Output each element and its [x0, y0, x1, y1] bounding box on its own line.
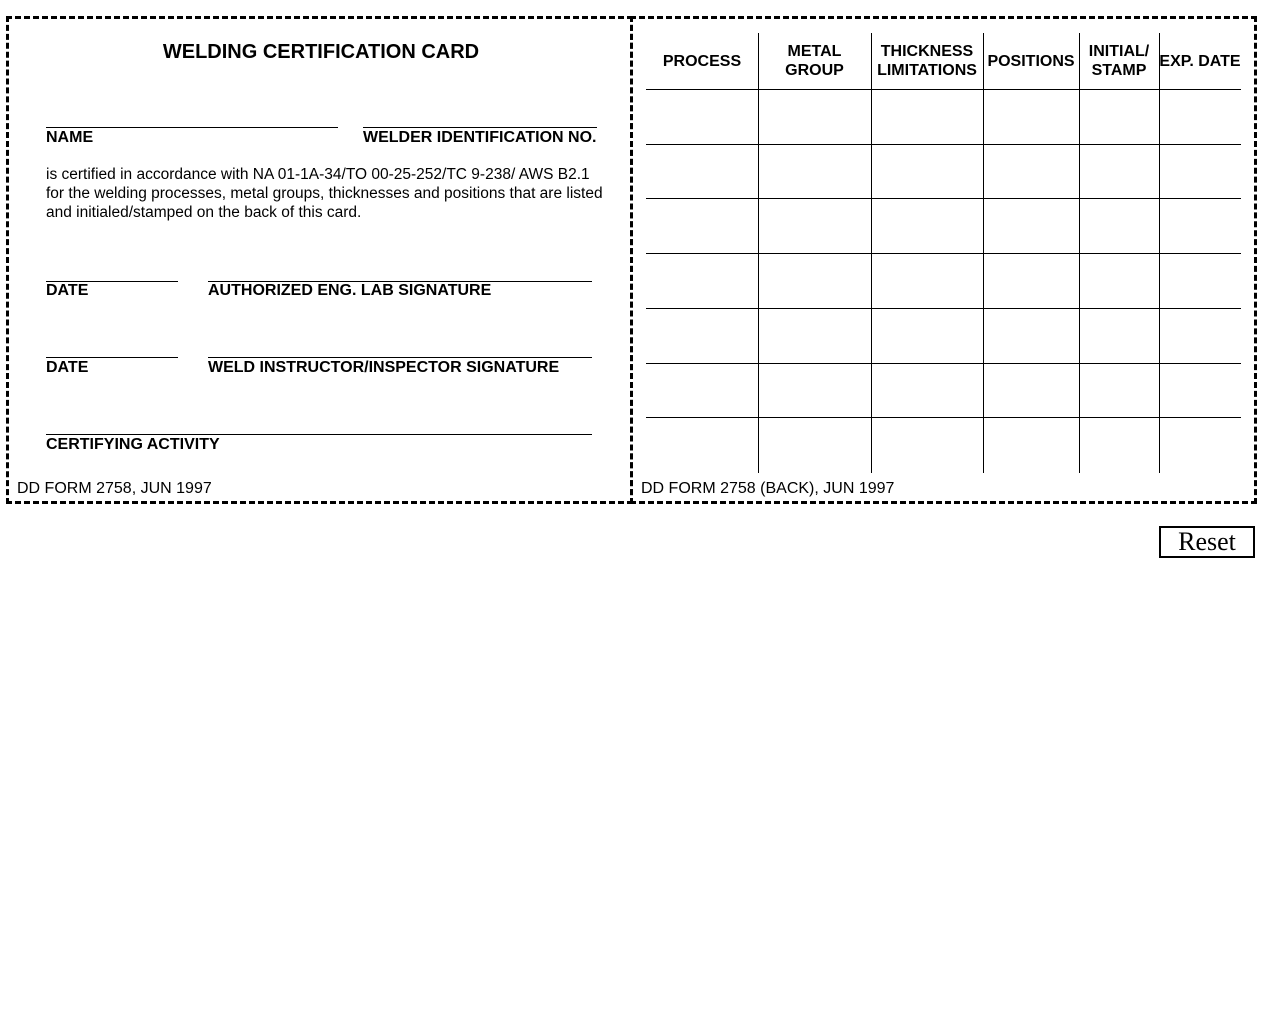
front-footer: DD FORM 2758, JUN 1997: [17, 480, 212, 497]
certifying-activity-label: CERTIFYING ACTIVITY: [46, 436, 220, 453]
eng-lab-signature-field[interactable]: [208, 259, 596, 281]
instructor-signature-line: [208, 357, 592, 358]
row-divider: [646, 308, 1241, 309]
row-divider: [646, 144, 1241, 145]
table-cell[interactable]: [1162, 311, 1242, 362]
table-cell[interactable]: [1082, 201, 1160, 252]
col-header-positions: POSITIONS: [987, 52, 1075, 70]
date-field-1[interactable]: [46, 259, 182, 281]
table-cell[interactable]: [986, 420, 1080, 471]
table-cell[interactable]: [1162, 92, 1242, 143]
table-cell[interactable]: [1082, 366, 1160, 417]
table-cell[interactable]: [874, 256, 984, 307]
instructor-signature-label: WELD INSTRUCTOR/INSPECTOR SIGNATURE: [208, 359, 560, 376]
table-cell[interactable]: [986, 201, 1080, 252]
table-cell[interactable]: [874, 366, 984, 417]
certification-text: is certified in accordance with NA 01-1A-34/TO 00-25-252/TC 9-238/ AWS B2.1 for the welding processes, metal groups, thicknesses and positions that are listed and initialed/stamped on the back of this card.: [46, 166, 603, 221]
date-line-2: [46, 357, 178, 358]
card-front: [6, 16, 633, 504]
table-cell[interactable]: [986, 256, 1080, 307]
col-header-process: PROCESS: [662, 52, 742, 70]
card-back: [630, 16, 1257, 504]
table-cell[interactable]: [1082, 92, 1160, 143]
table-cell[interactable]: [1162, 366, 1242, 417]
row-divider: [646, 198, 1241, 199]
table-cell[interactable]: [761, 201, 872, 252]
col-header-initial-stamp: INITIAL/ STAMP: [1088, 43, 1150, 79]
certifying-activity-line: [46, 434, 592, 435]
welder-id-label: WELDER IDENTIFICATION NO.: [363, 129, 597, 146]
name-field[interactable]: [46, 105, 342, 127]
table-cell[interactable]: [761, 256, 872, 307]
certifying-activity-field[interactable]: [46, 411, 596, 433]
back-footer: DD FORM 2758 (BACK), JUN 1997: [641, 480, 895, 497]
table-cell[interactable]: [649, 147, 759, 198]
instructor-signature-field[interactable]: [208, 335, 596, 357]
card-title: WELDING CERTIFICATION CARD: [162, 41, 480, 63]
table-cell[interactable]: [874, 92, 984, 143]
row-divider: [646, 363, 1241, 364]
row-divider: [646, 89, 1241, 90]
name-label: NAME: [46, 129, 94, 146]
table-cell[interactable]: [761, 147, 872, 198]
table-cell[interactable]: [1162, 256, 1242, 307]
table-cell[interactable]: [1082, 420, 1160, 471]
table-cell[interactable]: [874, 201, 984, 252]
table-cell[interactable]: [874, 147, 984, 198]
table-cell[interactable]: [649, 366, 759, 417]
table-cell[interactable]: [874, 420, 984, 471]
table-cell[interactable]: [761, 311, 872, 362]
table-cell[interactable]: [761, 366, 872, 417]
row-divider: [646, 253, 1241, 254]
table-cell[interactable]: [986, 366, 1080, 417]
welder-id-line: [363, 127, 597, 128]
table-cell[interactable]: [649, 201, 759, 252]
table-cell[interactable]: [649, 92, 759, 143]
col-header-metal-group: METAL GROUP: [785, 43, 844, 79]
table-cell[interactable]: [649, 420, 759, 471]
table-cell[interactable]: [1082, 256, 1160, 307]
row-divider: [646, 417, 1241, 418]
table-cell[interactable]: [1162, 201, 1242, 252]
table-cell[interactable]: [1162, 420, 1242, 471]
table-cell[interactable]: [986, 147, 1080, 198]
table-cell[interactable]: [1082, 311, 1160, 362]
col-header-exp-date: EXP. DATE: [1159, 52, 1241, 70]
welder-id-field[interactable]: [363, 105, 601, 127]
date-label-1: DATE: [46, 282, 89, 299]
table-cell[interactable]: [649, 256, 759, 307]
table-cell[interactable]: [986, 311, 1080, 362]
date-label-2: DATE: [46, 359, 89, 376]
table-cell[interactable]: [1082, 147, 1160, 198]
eng-lab-signature-label: AUTHORIZED ENG. LAB SIGNATURE: [208, 282, 492, 299]
table-cell[interactable]: [986, 92, 1080, 143]
col-header-thickness-limitations: THICKNESS LIMITATIONS: [877, 43, 977, 79]
table-cell[interactable]: [761, 420, 872, 471]
date-field-2[interactable]: [46, 335, 182, 357]
table-cell[interactable]: [761, 92, 872, 143]
name-line: [46, 127, 338, 128]
table-cell[interactable]: [874, 311, 984, 362]
table-cell[interactable]: [649, 311, 759, 362]
table-cell[interactable]: [1162, 147, 1242, 198]
reset-button[interactable]: Reset: [1159, 526, 1255, 558]
